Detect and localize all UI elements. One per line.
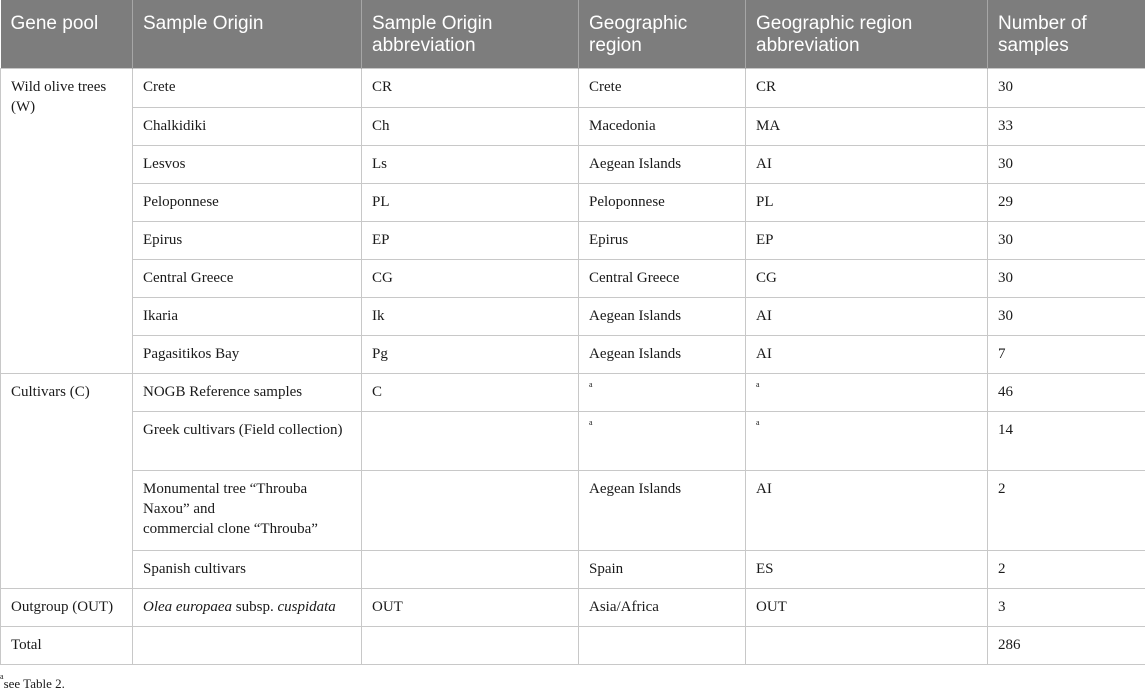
- cell-count: 30: [988, 298, 1145, 336]
- cell-region-abbr: PL: [746, 184, 988, 222]
- table-row: [1, 551, 1145, 589]
- cell-origin-abbr: Ls: [362, 146, 579, 184]
- cell-count: 7: [988, 336, 1145, 374]
- cell-origin-abbr: EP: [362, 222, 579, 260]
- cell-count: 33: [988, 108, 1145, 146]
- cell-origin: Crete: [133, 69, 362, 108]
- cell-count: 30: [988, 260, 1145, 298]
- cell-origin: Pagasitikos Bay: [133, 336, 362, 374]
- cell-count: 2: [988, 471, 1145, 551]
- footnote-mark: a: [756, 418, 760, 427]
- cell-origin: Chalkidiki: [133, 108, 362, 146]
- gene-pool-cultivars: Cultivars (C): [1, 374, 133, 589]
- cell-origin: Ikaria: [133, 298, 362, 336]
- total-label: Total: [1, 627, 133, 665]
- cell-origin: [133, 471, 362, 551]
- footnote-mark: a: [756, 380, 760, 389]
- footnote-mark: a: [589, 418, 593, 427]
- table-row-total: [1, 627, 1145, 665]
- table-row: [1, 589, 1145, 627]
- cell-origin-abbr: Pg: [362, 336, 579, 374]
- table-footnote: [0, 672, 65, 692]
- cell-count: 2: [988, 551, 1145, 589]
- cell-region-abbr: AI: [746, 336, 988, 374]
- table-row: [1, 146, 1145, 184]
- cell-region-abbr: AI: [746, 146, 988, 184]
- footnote-mark: a: [589, 380, 593, 389]
- cell-origin-abbr: CG: [362, 260, 579, 298]
- cell-origin-abbr: [362, 551, 579, 589]
- cell-region-abbr: OUT: [746, 589, 988, 627]
- cell-origin-abbr: [362, 471, 579, 551]
- cell-origin-abbr: [362, 412, 579, 471]
- cell-region-abbr: EP: [746, 222, 988, 260]
- cell-region: Central Greece: [579, 260, 746, 298]
- table-row: [1, 108, 1145, 146]
- cell-count: 3: [988, 589, 1145, 627]
- cell-region: Peloponnese: [579, 184, 746, 222]
- cell-origin: Spanish cultivars: [133, 551, 362, 589]
- gene-pool-wild: Wild olive trees (W): [1, 69, 133, 374]
- table-row: [1, 412, 1145, 471]
- cell-origin-abbr: CR: [362, 69, 579, 108]
- cell-region-abbr: AI: [746, 471, 988, 551]
- table-row: [1, 260, 1145, 298]
- cell-region: [579, 374, 746, 412]
- species-name: Olea europaea: [143, 599, 233, 615]
- cell-region: Aegean Islands: [579, 471, 746, 551]
- table-row: [1, 184, 1145, 222]
- cell-origin: Epirus: [133, 222, 362, 260]
- cell-origin-abbr: OUT: [362, 589, 579, 627]
- table-row: [1, 336, 1145, 374]
- cell-count: 30: [988, 69, 1145, 108]
- header-row: [1, 0, 1145, 69]
- header-geographic-region: Geographic region: [579, 0, 746, 69]
- table-row: [1, 69, 1145, 108]
- cell-region: Crete: [579, 69, 746, 108]
- cell-count: 30: [988, 222, 1145, 260]
- cell-origin: Peloponnese: [133, 184, 362, 222]
- cell-region-abbr: CG: [746, 260, 988, 298]
- cell-empty: [579, 627, 746, 665]
- cell-origin-abbr: PL: [362, 184, 579, 222]
- table-row: [1, 298, 1145, 336]
- cell-region: Asia/Africa: [579, 589, 746, 627]
- header-gene-pool: Gene pool: [1, 0, 133, 69]
- cell-region: Aegean Islands: [579, 146, 746, 184]
- cell-origin-abbr: C: [362, 374, 579, 412]
- cell-region-abbr: ES: [746, 551, 988, 589]
- cell-region-abbr: MA: [746, 108, 988, 146]
- cell-region: Epirus: [579, 222, 746, 260]
- table-row: [1, 222, 1145, 260]
- cell-region-abbr: [746, 412, 988, 471]
- origin-line: Monumental tree “Throuba Naxou” and: [143, 481, 308, 517]
- cell-region: Aegean Islands: [579, 298, 746, 336]
- cell-region: Macedonia: [579, 108, 746, 146]
- cell-region: Aegean Islands: [579, 336, 746, 374]
- cell-origin-abbr: Ik: [362, 298, 579, 336]
- header-number-of-samples: Number of samples: [988, 0, 1145, 69]
- cell-origin: Lesvos: [133, 146, 362, 184]
- header-geographic-region-abbr: Geographic region abbreviation: [746, 0, 988, 69]
- table-row: [1, 374, 1145, 412]
- footnote-mark: a: [0, 672, 4, 681]
- gene-pool-outgroup: Outgroup (OUT): [1, 589, 133, 627]
- subsp-text: subsp.: [232, 599, 278, 615]
- cell-empty: [746, 627, 988, 665]
- cell-origin-abbr: Ch: [362, 108, 579, 146]
- cell-empty: [362, 627, 579, 665]
- cell-origin: [133, 589, 362, 627]
- table-row: [1, 471, 1145, 551]
- header-sample-origin: Sample Origin: [133, 0, 362, 69]
- cell-region-abbr: AI: [746, 298, 988, 336]
- origin-line: commercial clone “Throuba”: [143, 521, 318, 537]
- total-count: 286: [988, 627, 1145, 665]
- cell-region-abbr: CR: [746, 69, 988, 108]
- cell-origin: Central Greece: [133, 260, 362, 298]
- cell-region: Spain: [579, 551, 746, 589]
- footnote-text: see Table 2.: [3, 676, 65, 691]
- cell-region: [579, 412, 746, 471]
- cell-count: 29: [988, 184, 1145, 222]
- subspecies-name: cuspidata: [277, 599, 336, 615]
- cell-count: 30: [988, 146, 1145, 184]
- cell-count: 46: [988, 374, 1145, 412]
- cell-origin: NOGB Reference samples: [133, 374, 362, 412]
- cell-origin: Greek cultivars (Field collection): [133, 412, 362, 471]
- cell-empty: [133, 627, 362, 665]
- header-sample-origin-abbr: Sample Origin abbreviation: [362, 0, 579, 69]
- cell-region-abbr: [746, 374, 988, 412]
- cell-count: 14: [988, 412, 1145, 471]
